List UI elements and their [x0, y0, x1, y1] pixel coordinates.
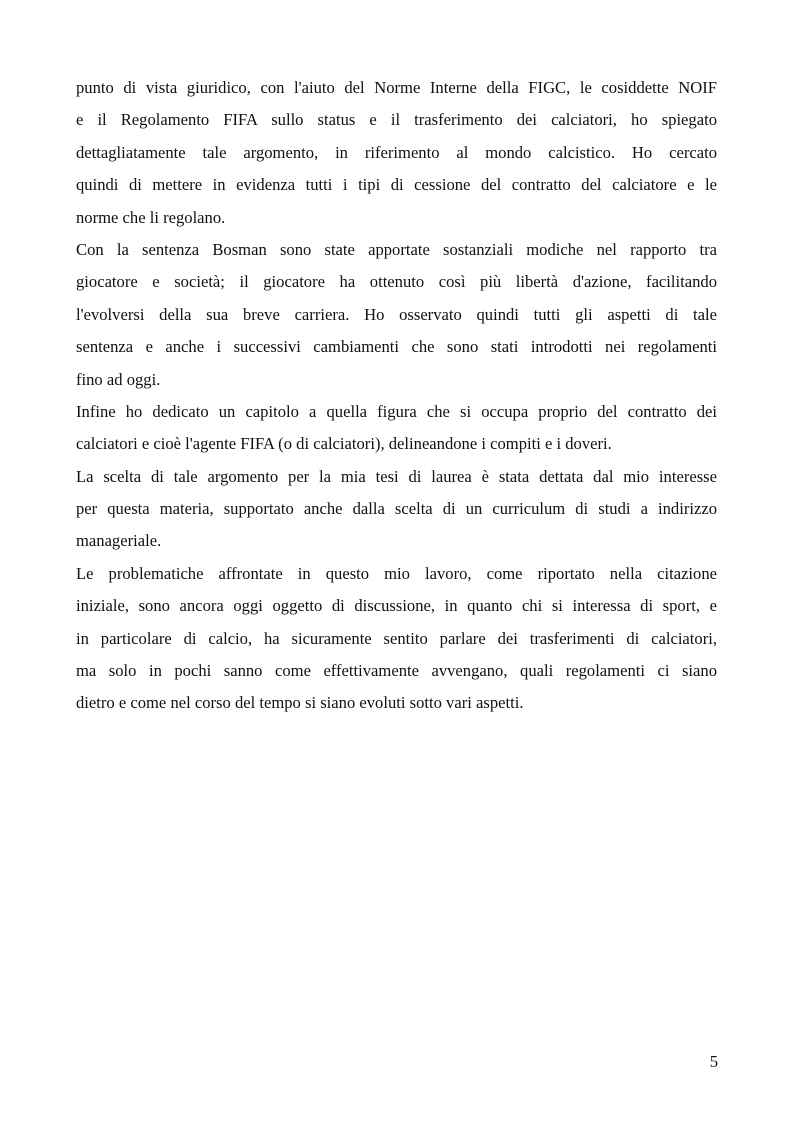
text-line: punto di vista giuridico, con l'aiuto del Norme Interne della FIGC, le cosiddette NOIF [76, 78, 717, 97]
text-line: iniziale, sono ancora oggi oggetto di discussione, in quanto chi si interessa di sport, e [76, 596, 717, 616]
paragraph-1 [76, 72, 717, 234]
text-line: Con la sentenza Bosman sono state apportate sostanziali modiche nel rapporto tra [76, 239, 717, 259]
text-line: in particolare di calcio, ha sicuramente sentito parlare dei trasferimenti di calciatori, [76, 628, 717, 648]
text-line: Infine ho dedicato un capitolo a quella figura che si occupa proprio del contratto dei [76, 401, 717, 421]
text-line: e il Regolamento FIFA sullo status e il trasferimento dei calciatori, ho spiegato [76, 110, 717, 130]
paragraph-5 [76, 558, 717, 720]
paragraph-2 [76, 234, 717, 396]
text-line: norme che li regolano. [76, 207, 226, 227]
text-line: La scelta di tale argomento per la mia tesi di laurea è stata dettata dal mio interesse [76, 466, 717, 486]
text-line: ma solo in pochi sanno come effettivamente avvengano, quali regolamenti ci siano [76, 661, 717, 681]
text-line: per questa materia, supportato anche dalla scelta di un curriculum di studi a indirizzo [76, 499, 717, 519]
text-line: calciatori e cioè l'agente FIFA (o di calciatori), delineandone i compiti e i doveri. [76, 434, 612, 454]
text-line: sentenza e anche i successivi cambiamenti che sono stati introdotti nei regolamenti [76, 337, 717, 357]
text-line: giocatore e società; il giocatore ha ottenuto così più libertà d'azione, facilitando [76, 272, 717, 292]
paragraph-3 [76, 396, 717, 461]
text-line: quindi di mettere in evidenza tutti i tipi di cessione del contratto del calciatore e le [76, 175, 717, 195]
text-line: Le problematiche affrontate in questo mio lavoro, come riportato nella citazione [76, 563, 717, 583]
body-text [76, 72, 717, 720]
text-line: dettagliatamente tale argomento, in riferimento al mondo calcistico. Ho cercato [76, 142, 717, 162]
paragraph-4 [76, 461, 717, 558]
page-number: 5 [709, 1052, 718, 1071]
text-line: fino ad oggi. [76, 369, 161, 389]
text-line: dietro e come nel corso del tempo si siano evoluti sotto vari aspetti. [76, 693, 524, 713]
text-line: manageriale. [76, 531, 162, 551]
text-line: l'evolversi della sua breve carriera. Ho osservato quindi tutti gli aspetti di tale [76, 304, 717, 324]
